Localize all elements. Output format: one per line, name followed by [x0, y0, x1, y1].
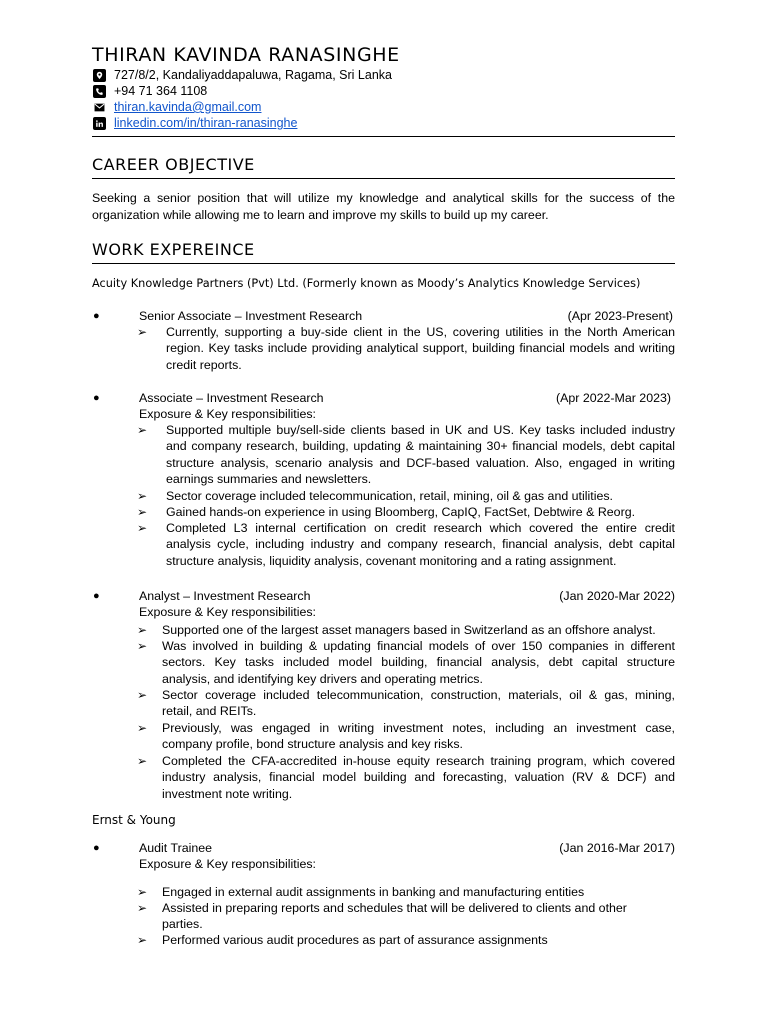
email-link[interactable]: thiran.kavinda@gmail.com	[114, 100, 262, 114]
list-item: ➢ Sector coverage included telecommunication, construction, materials, oil & gas, mining, retail, and REITs.	[137, 688, 675, 719]
envelope-icon	[93, 101, 106, 114]
phone-row	[92, 83, 392, 99]
arrow-bullet-icon: ➢	[137, 489, 148, 503]
role-title: Senior Associate – Investment Research	[139, 309, 363, 323]
arrow-bullet-icon: ➢	[137, 623, 148, 637]
career-objective-line: organization while allowing me to learn and improve my skills to build up my career.	[92, 207, 549, 222]
responsibilities-label: Exposure & Key responsibilities:	[139, 407, 316, 421]
responsibilities-label: Exposure & Key responsibilities:	[139, 605, 316, 619]
list-item: ➢ Engaged in external audit assignments in banking and manufacturing entities	[137, 885, 585, 899]
employer-acuity: Acuity Knowledge Partners (Pvt) Ltd. (Formerly known as Moody’s Analytics Knowledge Services)	[92, 277, 641, 290]
list-item: ➢ Was involved in building & updating financial models of over 150 companies in different sectors. Key tasks included model building, financial analysis, debt capital structure analysis, and identifying key drivers and operating metrics.	[137, 639, 675, 686]
list-item: ➢ Assisted in preparing reports and schedules that will be delivered to clients and other parties.	[137, 901, 627, 932]
career-objective-text	[92, 190, 675, 223]
role-title: Associate – Investment Research	[139, 391, 324, 405]
list-item: ➢ Supported multiple buy/sell-side clients based in UK and US. Key tasks included industry and company research, building, updating & maintaining 30+ financial models, debt capital structure analysis, scenario analysis and DCF-based valuation. Also, engaged in writing earnings summaries and newsletters.	[137, 423, 675, 486]
work-experience-heading: WORK EXPEREINCE	[92, 240, 255, 259]
header-divider	[92, 136, 675, 137]
list-item: ➢ Sector coverage included telecommunication, retail, mining, oil & gas and utilities.	[137, 489, 613, 503]
arrow-bullet-icon: ➢	[137, 933, 148, 947]
role-dates: (Apr 2023-Present)	[567, 309, 673, 323]
arrow-bullet-icon: ➢	[137, 885, 148, 899]
arrow-bullet-icon: ➢	[137, 754, 148, 768]
list-item: ➢ Completed L3 internal certification on credit research which covered the entire credit analysis cycle, including industry and company research, financial analysis, debt capital structure analysis, liquidity analysis, covenant monitoring and a rating assignment.	[137, 521, 675, 568]
role-dates: (Jan 2016-Mar 2017)	[559, 841, 675, 855]
arrow-bullet-icon: ➢	[137, 901, 148, 915]
list-item: ➢ Gained hands-on experience in using Bloomberg, CapIQ, FactSet, Debtwire & Reorg.	[137, 505, 636, 519]
address-row	[92, 67, 392, 83]
responsibilities-label: Exposure & Key responsibilities:	[139, 857, 316, 871]
arrow-bullet-icon: ➢	[137, 325, 148, 339]
role-bullet: ●	[93, 842, 100, 854]
role-dates: (Jan 2020-Mar 2022)	[559, 589, 675, 603]
phone-text: +94 71 364 1108	[114, 84, 208, 98]
arrow-bullet-icon: ➢	[137, 505, 148, 519]
list-item: ➢ Supported one of the largest asset managers based in Switzerland as an offshore analyst.	[137, 623, 656, 637]
email-row	[92, 99, 392, 115]
list-item: ➢ Performed various audit procedures as part of assurance assignments	[137, 933, 548, 947]
linkedin-link[interactable]: linkedin.com/in/thiran-ranasinghe	[114, 116, 298, 130]
role-dates: (Apr 2022-Mar 2023)	[555, 391, 671, 405]
address-text: 727/8/2, Kandaliyaddapaluwa, Ragama, Sri Lanka	[114, 68, 392, 82]
phone-icon	[93, 85, 106, 98]
arrow-bullet-icon: ➢	[137, 688, 148, 702]
role-bullet: ●	[93, 392, 100, 404]
arrow-bullet-icon: ➢	[137, 721, 148, 735]
list-item: ➢ Previously, was engaged in writing investment notes, including an investment case, company profile, bond structure analysis and key risks.	[137, 721, 675, 752]
linkedin-row	[92, 115, 392, 131]
candidate-name: THIRAN KAVINDA RANASINGHE	[92, 44, 400, 66]
role-title: Analyst – Investment Research	[139, 589, 311, 603]
linkedin-icon	[93, 117, 106, 130]
arrow-bullet-icon: ➢	[137, 423, 148, 437]
employer-ey: Ernst & Young	[92, 813, 176, 827]
arrow-bullet-icon: ➢	[137, 639, 148, 653]
career-objective-divider	[92, 178, 675, 179]
career-objective-heading: CAREER OBJECTIVE	[92, 155, 255, 174]
role-title: Audit Trainee	[139, 841, 213, 855]
work-experience-divider	[92, 263, 675, 264]
arrow-bullet-icon: ➢	[137, 521, 148, 535]
contact-block	[92, 67, 392, 131]
role-bullet: ●	[93, 310, 100, 322]
list-item: ➢ Currently, supporting a buy-side client in the US, covering utilities in the North American region. Key tasks include providing analytical support, building financial models and writing credit reports.	[137, 325, 675, 372]
role-bullet: ●	[93, 590, 100, 602]
career-objective-line: Seeking a senior position that will utilize my knowledge and analytical skills for the success of the	[92, 191, 675, 205]
location-pin-icon	[93, 69, 106, 82]
list-item: ➢ Completed the CFA-accredited in-house equity research training program, which covered industry analysis, financial model building and forecasting, valuation (RV & DCF) and investment note writing.	[137, 754, 675, 801]
